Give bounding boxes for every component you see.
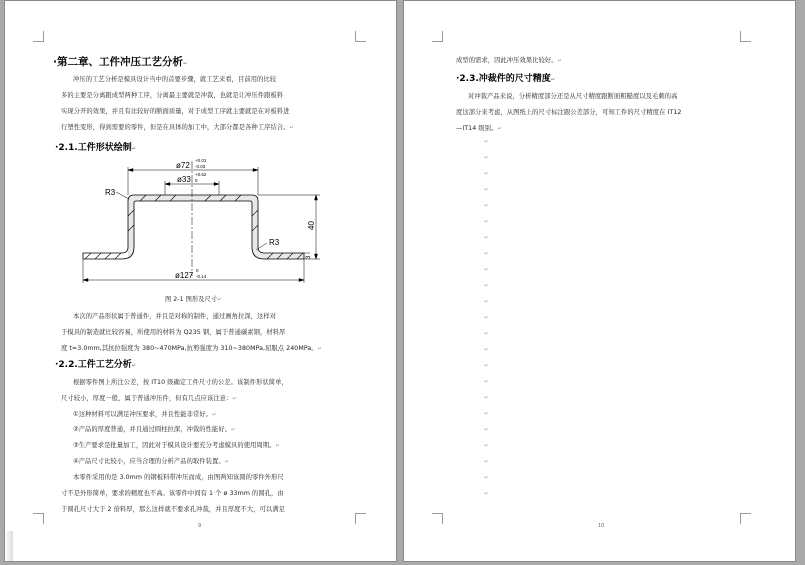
- empty-paragraph-mark: ↵: [484, 347, 489, 353]
- empty-paragraph-mark: ↵: [484, 155, 489, 161]
- section-heading-2-2: ·2.2.工件工艺分析↵: [55, 360, 136, 370]
- paragraph-line: 行塑性变形，得到需要的零件，但是在具体的加工中，大部分都是各种工序结合。↵: [61, 124, 294, 131]
- r3-right-label: R3: [269, 238, 280, 247]
- empty-paragraph-mark: ↵: [484, 267, 489, 273]
- part-outline: [83, 195, 304, 259]
- empty-paragraph-mark: ↵: [484, 491, 489, 497]
- empty-paragraph-mark: ↵: [484, 219, 489, 225]
- empty-paragraph-mark: ↵: [484, 203, 489, 209]
- paragraph-line: 于圆孔尺寸大于 2 倍料厚，那么这样就不要求孔冲裁，并且厚度不大，可以满足: [61, 506, 285, 513]
- paragraph-line: 本次的产品形状属于普通件，并且是对称的制件，通过画角拉深，这样对: [73, 313, 277, 320]
- list-item: ②产品的厚度普通，并且通过圆柱拉深，冲裁的性能好。↵: [73, 426, 236, 433]
- empty-paragraph-mark: ↵: [484, 235, 489, 241]
- margin-corner-mark: [740, 513, 751, 524]
- section-heading-2-3: ·2.3.冲裁件的尺寸精度↵: [456, 74, 555, 84]
- page-number: 9: [198, 523, 202, 529]
- figure-caption: 图 2-1 图形及尺寸↵: [165, 296, 222, 303]
- paragraph-line: 对冲裁产品来说，分析精度部分还是从尺寸精度跟断面粗糙度以及毛刺的高: [468, 93, 678, 100]
- empty-paragraph-mark: ↵: [484, 395, 489, 401]
- paragraph-line: 度这部分来考虑，从图纸上的尺寸标注跟公差部分，可知工件的尺寸精度在 IT12: [456, 109, 682, 116]
- empty-paragraph-mark: ↵: [484, 427, 489, 433]
- dim-33-tol: +0.62: [195, 172, 207, 177]
- empty-paragraph-mark: ↵: [484, 139, 489, 145]
- empty-paragraph-mark: ↵: [484, 187, 489, 193]
- list-item: ④产品尺寸比较小，应当合理的分析产品的取件装置。↵: [73, 458, 229, 465]
- r3-left-label: R3: [105, 188, 116, 197]
- dimension-127: [83, 259, 304, 283]
- empty-paragraph-mark: ↵: [484, 411, 489, 417]
- part-section-fill: [83, 195, 304, 259]
- dim-3-label: 3: [306, 255, 312, 259]
- paragraph-line: 实现分开的效果，并且有比较好的断面质量，对于成型工序就主要就是在对板料进: [61, 108, 290, 115]
- empty-paragraph-mark: ↵: [484, 283, 489, 289]
- empty-paragraph-mark: ↵: [484, 379, 489, 385]
- section-heading-2-1: ·2.1.工件形状绘制↵: [55, 143, 136, 153]
- margin-corner-mark: [740, 31, 751, 42]
- page-number: 10: [598, 523, 605, 529]
- dim-33-label: ø33: [177, 175, 191, 184]
- empty-paragraph-mark: ↵: [484, 443, 489, 449]
- paragraph-line: 寸不是外形简单，要求的精度也不高。该零件中间有 1 个 ø 33mm 的圆孔，由: [61, 490, 284, 497]
- empty-paragraph-mark: ↵: [484, 459, 489, 465]
- empty-paragraph-mark: ↵: [484, 331, 489, 337]
- dimension-72: [128, 167, 258, 195]
- dim-127-tol-lower: -0.14: [196, 274, 207, 279]
- margin-corner-mark: [432, 513, 443, 524]
- list-item: ③生产要求是批量加工，因此对于模具设计要充分考虑模具的使用周期。↵: [73, 442, 280, 449]
- paragraph-line: 尺寸较小，厚度一般，属于普通冲压件，但有几点应该注意：↵: [61, 395, 237, 402]
- dim-72-tol-upper: +0.01: [195, 158, 207, 163]
- dim-72-tol-lower: -0.03: [195, 164, 206, 169]
- empty-paragraph-mark: ↵: [484, 251, 489, 257]
- dim-127-label: ø127: [175, 271, 194, 280]
- list-item: ①这种材料可以满足冲压要求，并且性能非常好。↵: [73, 411, 217, 418]
- document-page-10: [403, 0, 796, 562]
- empty-paragraph-mark: ↵: [484, 363, 489, 369]
- dim-127-tol-upper: 0: [196, 268, 199, 273]
- paragraph-line: 多的主要是分离跟成型两种工序，分离最主要就是冲裁，也就是让冲压件跟板料: [61, 92, 284, 99]
- paragraph-line: —IT14 级别。↵: [456, 125, 502, 132]
- document-page-9: [4, 0, 397, 562]
- chapter-title: ·第二章、工件冲压工艺分析↵: [53, 56, 188, 68]
- section-hatching: [85, 195, 303, 259]
- dim-72-label: ø72: [176, 161, 190, 170]
- dim-40-label: 40: [307, 221, 316, 230]
- page-edge-shadow: [5, 531, 13, 561]
- paragraph-line: 根据零件图上所注公差，按 IT10 级确定工件尺寸的公差。该制件形状简单，: [73, 379, 288, 386]
- empty-paragraph-mark: ↵: [484, 315, 489, 321]
- dim-33-tol-lower: 0: [195, 178, 198, 183]
- paragraph-line: 于模具的制造就比较容易，所使用的材料为 Q235 钢，属于普通碳素钢，材料厚: [61, 329, 286, 336]
- paragraph-line: 度 t=3.0mm,其抗拉强度为 380~470MPa,抗剪强度为 310~380MPa,屈服点 240MPa。↵: [61, 345, 322, 352]
- margin-corner-mark: [432, 31, 443, 42]
- paragraph-line: 成型的需求，因此冲压效果比较好。↵: [456, 57, 562, 64]
- paragraph-line: 冲压的工艺分析是模具设计当中的首要步骤，就工艺来看，目前用的比较: [73, 76, 277, 83]
- empty-paragraph-mark: ↵: [484, 299, 489, 305]
- empty-paragraph-mark: ↵: [484, 475, 489, 481]
- paragraph-line: 本零件采用的是 3.0mm 的钢板料带冲压而成，由图两知该圆的零件外形尺: [73, 474, 284, 481]
- empty-paragraph-mark: ↵: [484, 171, 489, 177]
